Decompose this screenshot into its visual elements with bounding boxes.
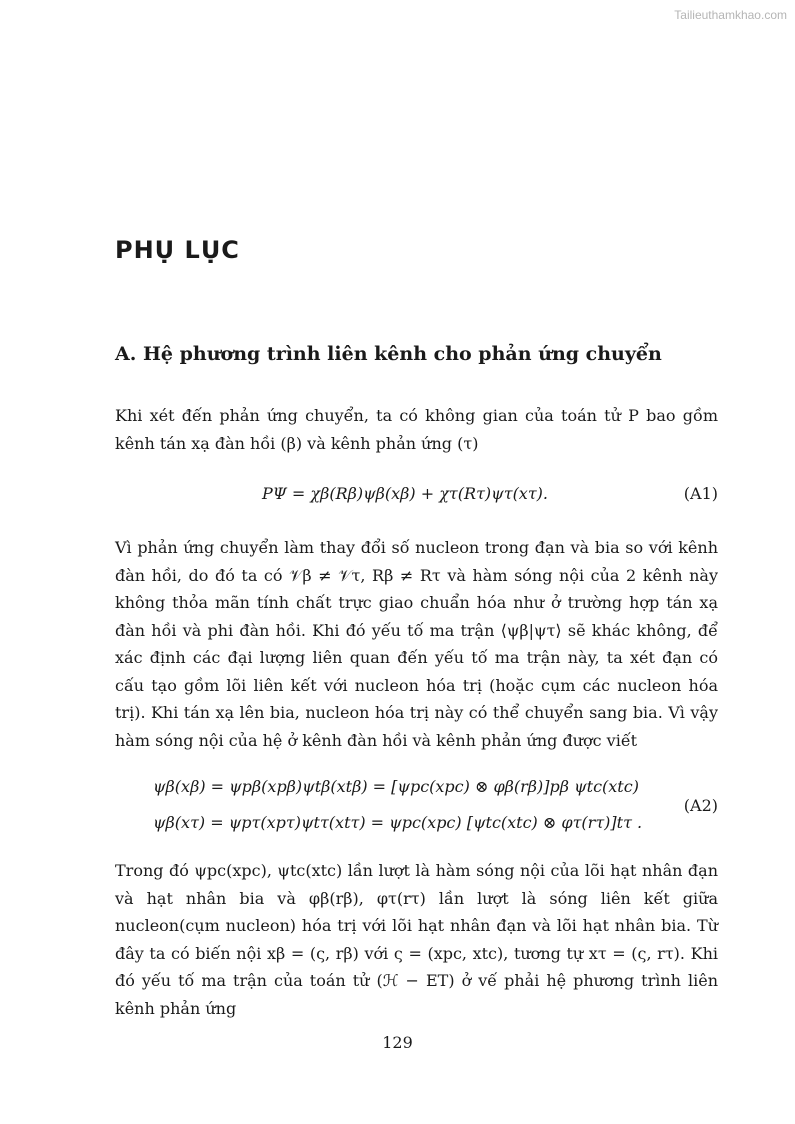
equation-a2-line1: ψβ(xβ) = ψpβ(xpβ)ψtβ(xtβ) = [ψpc(xpc) ⊗ φβ(rβ)]pβ ψtc(xtc) bbox=[153, 777, 639, 796]
page-number: 129 bbox=[382, 1033, 413, 1052]
paragraph-1: Khi xét đến phản ứng chuyển, ta có không gian của toán tử P bao gồm kênh tán xạ đàn hồi (β) và kênh phản ứng (τ) bbox=[115, 406, 718, 453]
equation-a1-label: (A1) bbox=[683, 484, 718, 503]
equation-a2-label: (A2) bbox=[683, 796, 718, 815]
equation-a1: PΨ = χβ(Rβ)ψβ(xβ) + χτ(Rτ)ψτ(xτ). bbox=[262, 484, 549, 503]
paragraph-3: Trong đó ψpc(xpc), ψtc(xtc) lần lượt là hàm sóng nội của lõi hạt nhân đạn và hạt nhân bia và φβ(rβ), φτ(rτ) lần lượt là sóng liên kết giữa nucleon(cụm nucleon) hóa trị với lõi hạt nhân đạn và lõi hạt nhân bia. Từ đây ta có biến nội xβ = (ς, rβ) với ς = (xpc, xtc), tương tự xτ = (ς, rτ). Khi đó yếu tố ma trận của toán tử (ℋ − ET) ở vế phải hệ phương trình liên kênh phản ứng bbox=[115, 861, 718, 1018]
chapter-title: PHỤ LỤC bbox=[115, 236, 240, 264]
paragraph-2: Vì phản ứng chuyển làm thay đổi số nucleon trong đạn và bia so với kênh đàn hồi, do đó ta có 𝒱β ≠ 𝒱τ, Rβ ≠ Rτ và hàm sóng nội của 2 kênh này không thỏa mãn tính chất trực giao chuẩn hóa như ở trường hợp tán xạ đàn hồi và phi đàn hồi. Khi đó yếu tố ma trận ⟨ψβ|ψτ⟩ sẽ khác không, để xác định các đại lượng liên quan đến yếu tố ma trận này, ta xét đạn có cấu tạo gồm lõi liên kết với nucleon hóa trị (hoặc cụm các nucleon hóa trị). Khi tán xạ lên bia, nucleon hóa trị này có thể chuyển sang bia. Vì vậy hàm sóng nội của hệ ở kênh đàn hồi và kênh phản ứng được viết bbox=[115, 538, 718, 750]
watermark: Tailieuthamkhao.com bbox=[674, 8, 787, 22]
equation-a2-line2: ψβ(xτ) = ψpτ(xpτ)ψtτ(xtτ) = ψpc(xpc) [ψtc(xtc) ⊗ φτ(rτ)]tτ . bbox=[153, 813, 643, 832]
section-title: A. Hệ phương trình liên kênh cho phản ứng chuyển bbox=[115, 343, 662, 365]
